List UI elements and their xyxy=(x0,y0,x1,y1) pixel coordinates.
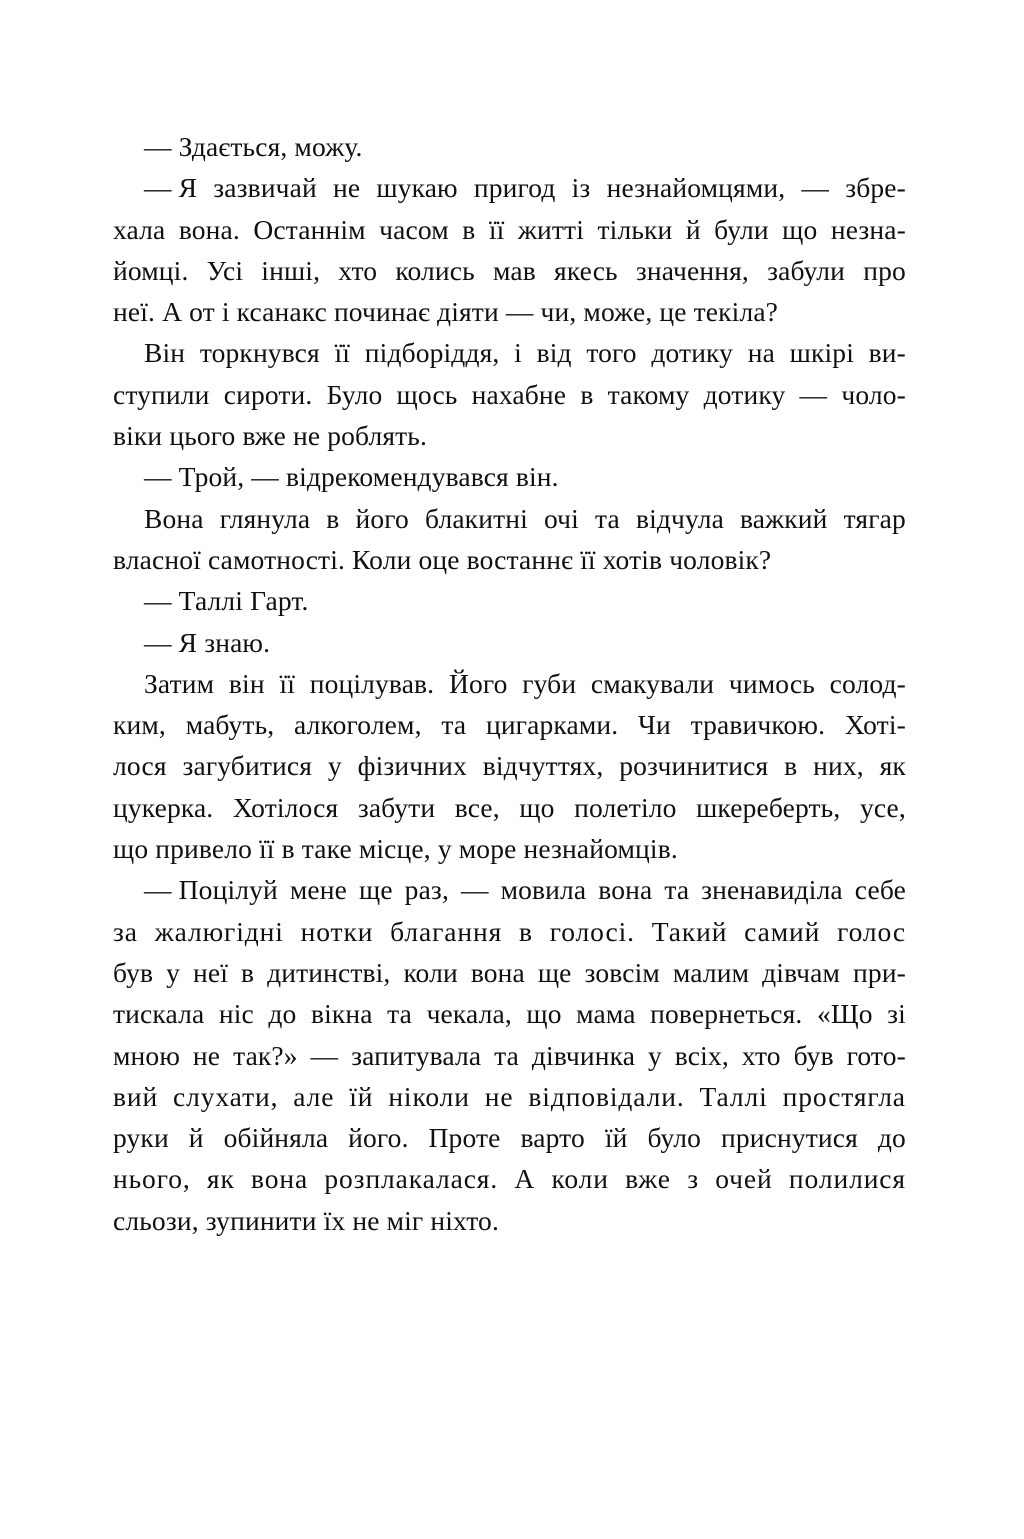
text-word: самий xyxy=(744,915,821,947)
text-word: ще xyxy=(359,874,393,906)
text-line xyxy=(113,374,906,415)
text-line xyxy=(144,498,906,539)
text-word: йомці. xyxy=(113,254,189,286)
text-word: що xyxy=(526,998,562,1030)
text-word: на xyxy=(747,337,775,369)
text-word: такому xyxy=(607,378,690,410)
text-word: Затим xyxy=(144,667,215,699)
text-word: їй xyxy=(604,1122,628,1154)
text-word: та xyxy=(595,502,620,534)
text-word: хала xyxy=(113,213,166,245)
text-word: незнайомцями, xyxy=(606,172,786,204)
text-word: у xyxy=(327,750,342,782)
text-word: запитувала xyxy=(351,1039,482,1071)
text-line xyxy=(113,704,906,745)
text-word: він xyxy=(228,667,265,699)
text-word: шкірі xyxy=(789,337,854,369)
text-word: жалюгідні xyxy=(154,915,284,947)
text-word: від xyxy=(536,337,572,369)
text-word: мене xyxy=(289,874,348,906)
text-word: того xyxy=(586,337,637,369)
text-word: сироти. xyxy=(223,378,313,410)
text-word: фізичних xyxy=(357,750,467,782)
text-word: мав xyxy=(493,254,536,286)
text-word: дівчинка xyxy=(531,1039,636,1071)
text-word: варто xyxy=(520,1122,585,1154)
text-word: їй xyxy=(349,1080,374,1112)
text-word: голос xyxy=(837,915,906,947)
text-word: і xyxy=(514,337,522,369)
text-line xyxy=(113,1117,906,1158)
text-word: за xyxy=(113,915,138,947)
text-word: алкоголем, xyxy=(294,709,422,741)
text-word: у xyxy=(166,956,181,988)
text-word: солод- xyxy=(829,667,906,699)
text-word: зі xyxy=(887,998,906,1030)
text-word: колись xyxy=(395,254,475,286)
text-line: — Таллі Гарт. xyxy=(144,585,309,617)
text-word: вже xyxy=(625,1163,671,1195)
text-word: відчула xyxy=(635,502,724,534)
text-word: мама xyxy=(576,998,636,1030)
text-word: було xyxy=(647,1122,701,1154)
text-word: — xyxy=(460,874,489,906)
page-text-block xyxy=(113,126,906,1241)
text-line xyxy=(113,993,906,1034)
text-word: травичкою. xyxy=(690,709,826,741)
text-line xyxy=(113,911,906,952)
text-word: так?» xyxy=(233,1039,298,1071)
text-word: й xyxy=(685,213,701,245)
text-word: хто xyxy=(741,1039,781,1071)
text-word: в xyxy=(519,915,533,947)
text-word: підборіддя, xyxy=(364,337,500,369)
text-word: та xyxy=(441,709,467,741)
text-word: чоло- xyxy=(841,378,906,410)
text-word: шкереберть, xyxy=(696,791,841,823)
text-word: щось xyxy=(396,378,458,410)
text-word: ще xyxy=(537,956,572,988)
text-word: «Що xyxy=(816,998,873,1030)
text-word: Хотілося xyxy=(232,791,339,823)
text-word: був xyxy=(113,956,154,988)
text-word: ким, xyxy=(113,709,166,741)
text-line: — Здається, можу. xyxy=(144,131,363,162)
text-word: часом xyxy=(379,213,449,245)
text-word: малим xyxy=(672,956,750,988)
text-word: слухати, xyxy=(173,1080,279,1112)
text-word: забули xyxy=(767,254,846,286)
text-line xyxy=(113,1076,906,1117)
text-word: очі xyxy=(543,502,579,534)
text-word: не xyxy=(484,1080,514,1112)
text-word: значення, xyxy=(635,254,749,286)
text-line: — Трой, — відрекомендувався він. xyxy=(144,461,559,493)
text-word: в xyxy=(784,750,798,782)
text-word: тільки xyxy=(597,213,673,245)
text-word: ступили xyxy=(113,378,210,410)
text-line: — Я знаю. xyxy=(144,626,271,658)
text-word: А xyxy=(514,1163,536,1195)
text-word: якесь xyxy=(554,254,618,286)
text-word: цигарками. xyxy=(485,709,619,741)
text-word: при- xyxy=(853,956,906,988)
text-word: що xyxy=(519,791,555,823)
text-word: відчуттях, xyxy=(482,750,604,782)
text-word: Хоті- xyxy=(844,709,906,741)
text-word: вий xyxy=(113,1080,159,1112)
text-word: нього, xyxy=(113,1163,191,1195)
text-word: у xyxy=(647,1039,662,1071)
text-word: Усі xyxy=(206,254,244,286)
text-line: неї. А от і ксанакс починає діяти — чи, може, це текіла? xyxy=(113,296,779,328)
text-word: Він xyxy=(144,337,186,369)
text-word: поцілував. xyxy=(309,667,435,699)
text-line xyxy=(144,167,906,208)
text-word: нахабне xyxy=(471,378,567,410)
text-word: не xyxy=(192,1039,221,1071)
text-word: коли xyxy=(551,1163,609,1195)
text-word: — Я xyxy=(144,172,198,204)
text-word: глянула xyxy=(219,502,311,534)
text-word: хто xyxy=(338,254,378,286)
text-word: незна- xyxy=(830,213,906,245)
text-word: відповідали. xyxy=(528,1080,685,1112)
text-word: збре- xyxy=(845,172,906,204)
text-word: й xyxy=(188,1122,204,1154)
text-word: них, xyxy=(813,750,864,782)
text-word: повернеться. xyxy=(650,998,803,1030)
text-word: — xyxy=(801,172,830,204)
text-word: інші, xyxy=(261,254,321,286)
text-word: як xyxy=(879,750,906,782)
text-line: власної самотності. Коли оце востаннє її хотів чоловік? xyxy=(113,543,772,575)
text-word: Проте xyxy=(428,1122,501,1154)
text-word: його. xyxy=(348,1122,409,1154)
text-word: житті xyxy=(517,213,585,245)
text-word: зовсім xyxy=(584,956,660,988)
text-word: його xyxy=(355,502,409,534)
text-word: губи xyxy=(522,667,577,699)
text-word: в xyxy=(580,378,594,410)
text-word: шукаю xyxy=(376,172,458,204)
text-word: та xyxy=(664,874,690,906)
text-word: вона xyxy=(251,1163,309,1195)
text-word: але xyxy=(293,1080,335,1112)
text-word: тискала xyxy=(113,998,205,1030)
text-word: мною xyxy=(113,1039,181,1071)
text-word: в xyxy=(326,502,340,534)
text-word: її xyxy=(279,667,295,699)
text-word: Останнім xyxy=(253,213,366,245)
text-word: нотки xyxy=(300,915,374,947)
text-word: зненавиділа xyxy=(701,874,843,906)
text-word: загубитися xyxy=(182,750,313,782)
text-line xyxy=(144,869,906,910)
text-word: зазвичай xyxy=(213,172,317,204)
text-line xyxy=(113,787,906,828)
text-word: блакитні xyxy=(425,502,528,534)
text-line xyxy=(113,952,906,993)
text-word: раз, xyxy=(404,874,449,906)
text-word: в xyxy=(240,956,255,988)
text-word: її xyxy=(334,337,351,369)
text-word: Чи xyxy=(638,709,671,741)
text-word: простягла xyxy=(782,1080,906,1112)
text-word: Такий xyxy=(651,915,728,947)
text-word: мовила xyxy=(500,874,587,906)
text-word: вікна xyxy=(310,998,373,1030)
text-word: ніс xyxy=(218,998,254,1030)
text-word: дотику xyxy=(703,378,786,410)
text-line xyxy=(113,1158,906,1199)
text-word: до xyxy=(877,1122,906,1154)
text-word: очей xyxy=(715,1163,773,1195)
text-word: забути xyxy=(357,791,436,823)
text-line: що привело її в таке місце, у море незнайомців. xyxy=(113,833,678,865)
text-word: цукерка. xyxy=(113,791,214,823)
text-line xyxy=(113,250,906,291)
text-word: благання xyxy=(390,915,503,947)
text-word: усе, xyxy=(859,791,906,823)
text-word: вона xyxy=(598,874,653,906)
text-word: до xyxy=(268,998,297,1030)
text-word: руки xyxy=(113,1122,169,1154)
text-word: пригод xyxy=(473,172,556,204)
text-word: що xyxy=(782,213,818,245)
text-word: мабуть, xyxy=(185,709,275,741)
text-word: ви- xyxy=(868,337,906,369)
text-word: все, xyxy=(454,791,500,823)
text-word: приснутися xyxy=(720,1122,858,1154)
text-line xyxy=(144,663,906,704)
text-line xyxy=(144,332,906,373)
text-word: як xyxy=(206,1163,235,1195)
text-line xyxy=(113,745,906,786)
text-word: вона. xyxy=(178,213,240,245)
text-word: вона xyxy=(470,956,525,988)
text-word: чимось xyxy=(728,667,815,699)
text-word: важкий xyxy=(740,502,828,534)
text-word: тягар xyxy=(843,502,906,534)
text-word: коли xyxy=(403,956,458,988)
text-word: Вона xyxy=(144,502,204,534)
text-line xyxy=(113,209,906,250)
text-word: ніколи xyxy=(388,1080,470,1112)
text-word: з xyxy=(687,1163,699,1195)
text-word: в xyxy=(462,213,476,245)
text-word: із xyxy=(571,172,591,204)
text-word: розплакалася. xyxy=(324,1163,499,1195)
text-word: лося xyxy=(113,750,167,782)
text-word: полилися xyxy=(788,1163,906,1195)
text-word: чекала, xyxy=(426,998,512,1030)
text-word: був xyxy=(793,1039,834,1071)
text-word: торкнувся xyxy=(199,337,320,369)
text-word: — xyxy=(799,378,828,410)
text-line: віки цього вже не роблять. xyxy=(113,420,428,452)
text-word: — Поцілуй xyxy=(144,874,278,906)
text-word: її xyxy=(488,213,505,245)
text-word: неї xyxy=(192,956,228,988)
text-word: не xyxy=(333,172,361,204)
text-word: Було xyxy=(326,378,383,410)
text-word: себе xyxy=(854,874,906,906)
text-word: гото- xyxy=(846,1039,906,1071)
text-word: всіх, xyxy=(674,1039,729,1071)
text-word: дівчам xyxy=(762,956,841,988)
text-word: та xyxy=(494,1039,519,1071)
text-word: та xyxy=(387,998,413,1030)
text-word: дитинстві, xyxy=(267,956,391,988)
text-word: смакували xyxy=(590,667,715,699)
text-word: полетіло xyxy=(574,791,677,823)
text-word: — xyxy=(310,1039,339,1071)
text-word: були xyxy=(714,213,769,245)
text-word: Таллі xyxy=(699,1080,768,1112)
text-word: Його xyxy=(448,667,508,699)
text-word: розчинитися xyxy=(619,750,769,782)
text-line xyxy=(113,1035,906,1076)
text-word: дотику xyxy=(651,337,734,369)
text-line: сльози, зупинити їх не міг ніхто. xyxy=(113,1204,499,1236)
text-word: обійняла xyxy=(223,1122,329,1154)
text-word: голосі. xyxy=(549,915,635,947)
text-word: про xyxy=(863,254,906,286)
